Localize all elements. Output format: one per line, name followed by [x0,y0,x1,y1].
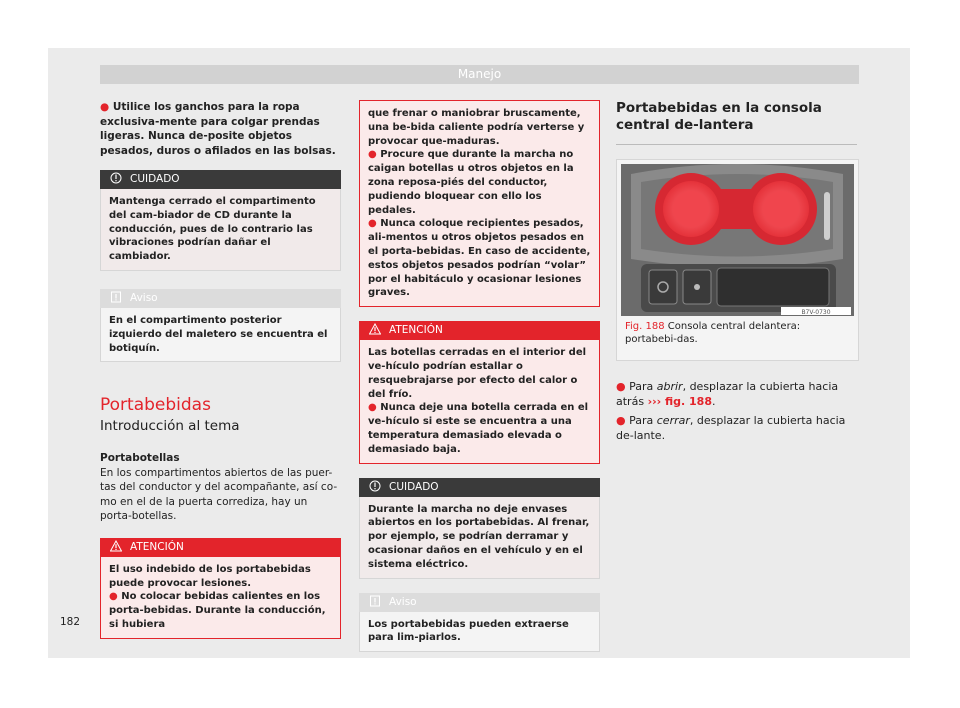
aviso-title: Aviso [130,291,158,304]
note-icon [369,595,381,607]
figure-188 [616,159,859,361]
info-circle-icon [110,172,122,184]
atencion-box-2: ATENCIÓN Las botellas cerradas en el interior del ve-hículo podrían estallar o resquebrajarse por efecto del calor o del frío. ● Nunca deje una botella cerrada en el ve-hículo si este se encuentra a una temperatura demasiado elevada o demasiado baja. [359,321,600,463]
cuidado-title: CUIDADO [130,173,180,185]
cuidado-title: CUIDADO [389,480,439,493]
aviso-title: Aviso [389,595,417,608]
column-3 [616,100,857,447]
cuidado-box [100,170,341,271]
figure-caption: Fig. 188 Consola central delantera: portabebi-das. [625,321,801,345]
figure-code: B7V-0730 [801,309,831,316]
figure-reference-link[interactable]: ››› fig. 188 [647,395,712,408]
note-icon [110,291,122,303]
page-header: Manejo [100,65,859,84]
atencion-title: ATENCIÓN [389,324,443,337]
console-cupholder-image [621,164,854,316]
warning-icon [369,323,381,335]
cuidado-text: Mantenga cerrado el compartimento del cam-biador de CD durante la conducción, pues de lo contrario las vibraciones podrían dañar el cambiador. [100,189,341,271]
column-2 [359,100,600,666]
para-title: Portabotellas [100,452,180,465]
instructions [616,379,857,443]
para-text: En los compartimentos abiertos de las puer-tas del conductor y del acompañante, así co-mo en el de la puerta corrediza, hay un porta-botellas. [100,466,338,523]
aviso-text: En el compartimento posterior izquierdo del maletero se encuentra el botiquín. [100,308,341,362]
instruction-close: ● Para cerrar, desplazar la cubierta hacia de-lante. [616,414,846,442]
atencion-title: ATENCIÓN [130,540,184,553]
instruction-open: ● Para abrir, desplazar la cubierta hacia atrás ››› fig. 188. [616,380,839,408]
intro-bullet: ● Utilice los ganchos para la ropa exclusiva-mente para colgar prendas ligeras. Nunca de-posite objetos pesados, duros o afilados en las bolsas. [100,101,336,157]
atencion-box [100,538,341,639]
section-title: Portabebidas [100,395,211,416]
aviso-box [100,289,341,362]
aviso-text: Los portabebidas pueden extraerse para lim-piarlos. [359,612,600,653]
cuidado-box-2 [359,478,600,579]
cuidado-text: Durante la marcha no deje envases abiertos en los portabebidas. Al frenar, por ejemplo, se podrían derramar y ocasionar daños en el vehículo y en el sistema eléctrico. [359,497,600,579]
atencion-body: El uso indebido de los portabebidas puede provocar lesiones. ● No colocar bebidas calientes en los porta-bebidas. Durante la conducción, si hubiera [100,557,341,639]
figure-label: Fig. 188 [625,321,665,332]
info-circle-icon [369,480,381,492]
subsection-title: Introducción al tema [100,417,240,434]
page-number: 182 [60,616,81,628]
atencion-continued-box: que frenar o maniobrar bruscamente, una be-bida caliente podría verterse y provocar que-maduras. ● Procure que durante la marcha no caigan botellas u otros objetos en la zona reposa-piés del conductor, pudiendo bloquear con ello los pedales. ● Nunca coloque recipientes pesados, ali-mentos u otros objetos pesados en el porta-bebidas. En caso de accidente, estos objetos pesados podrían “volar” por el habitáculo y ocasionar lesiones graves. [359,100,600,307]
column-1 [100,100,341,653]
warning-icon [110,540,122,552]
section-title-console: Portabebidas en la consola central de-lantera [616,100,857,145]
aviso-box-2 [359,593,600,653]
